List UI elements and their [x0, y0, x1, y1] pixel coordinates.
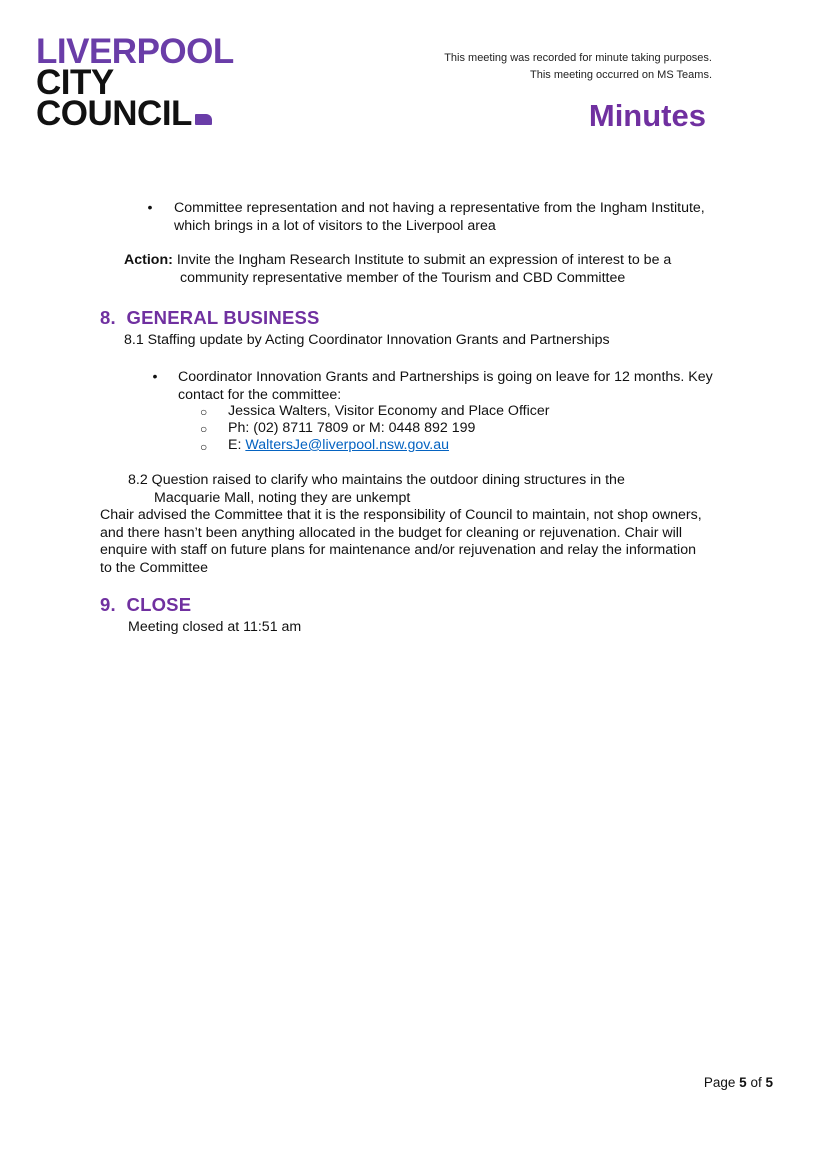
- paragraph-line: to the Committee: [100, 559, 209, 576]
- list-item-line: Committee representation and not having a representative from the Ingham Institute,: [174, 200, 705, 216]
- paragraph-line: enquire with staff on future plans for maintenance and/or rejuvenation and relay the information: [100, 542, 696, 558]
- meeting-closed-text: Meeting closed at 11:51 am: [128, 619, 302, 635]
- logo-line-2: CITY: [36, 63, 114, 102]
- action-item: [124, 252, 671, 287]
- list-item: [178, 369, 713, 404]
- page-total: 5: [765, 1075, 773, 1090]
- section-title: GENERAL BUSINESS: [126, 307, 320, 328]
- page-label: Page: [703, 1075, 736, 1090]
- logo-line-3-text: COUNCIL: [36, 94, 192, 133]
- action-label: Action:: [124, 252, 173, 268]
- page-current: 5: [739, 1075, 747, 1090]
- list-item-line: Coordinator Innovation Grants and Partnerships is going on leave for 12 months. Key: [178, 369, 713, 385]
- section-number: 9.: [100, 594, 116, 615]
- contact-email: [228, 437, 449, 455]
- teams-note: This meeting occurred on MS Teams.: [530, 69, 712, 81]
- paragraph-line: Chair advised the Committee that it is the responsibility of Council to maintain, not shop owners,: [100, 507, 702, 523]
- page-number: [704, 1075, 773, 1090]
- recording-note: This meeting was recorded for minute taking purposes.: [444, 52, 712, 64]
- action-text: community representative member of the Tourism and CBD Committee: [180, 269, 626, 286]
- section-8-heading: [100, 307, 320, 329]
- item-8-2-line: 8.2 Question raised to clarify who maintains the outdoor dining structures in the: [128, 472, 625, 488]
- page-title: Minutes: [588, 98, 706, 133]
- section-title: CLOSE: [126, 594, 192, 615]
- paragraph-line: and there hasn’t been anything allocated in the budget for cleaning or rejuvenation. Chair will: [100, 524, 683, 541]
- circle-bullet-icon: ○: [200, 422, 208, 436]
- council-logo: [36, 32, 234, 133]
- action-text: Invite the Ingham Research Institute to submit an expression of interest to be a: [176, 252, 672, 268]
- item-8-2-line: Macquarie Mall, noting they are unkempt: [154, 489, 411, 506]
- section-9-heading: [100, 594, 191, 616]
- chair-paragraph: [100, 507, 742, 577]
- item-8-2: [128, 472, 625, 507]
- list-item: [174, 200, 705, 235]
- list-item-line: contact for the committee:: [178, 386, 342, 403]
- page-of: of: [750, 1075, 762, 1090]
- email-link[interactable]: WaltersJe@liverpool.nsw.gov.au: [245, 437, 450, 453]
- list-item-line: which brings in a lot of visitors to the Liverpool area: [174, 217, 496, 234]
- logo-line-3: [36, 94, 234, 133]
- circle-bullet-icon: ○: [200, 440, 208, 454]
- logo-mark-icon: [195, 114, 212, 125]
- bullet-icon: •: [152, 369, 158, 385]
- contact-phone: Ph: (02) 8711 7809 or M: 0448 892 199: [228, 420, 476, 436]
- contact-name: Jessica Walters, Visitor Economy and Place Officer: [228, 403, 550, 419]
- item-8-1: 8.1 Staffing update by Acting Coordinator Innovation Grants and Partnerships: [124, 332, 610, 348]
- bullet-icon: •: [147, 200, 153, 216]
- logo-line-1: LIVERPOOL: [36, 32, 234, 71]
- email-prefix: E:: [228, 437, 246, 453]
- circle-bullet-icon: ○: [200, 405, 208, 419]
- section-number: 8.: [100, 307, 116, 328]
